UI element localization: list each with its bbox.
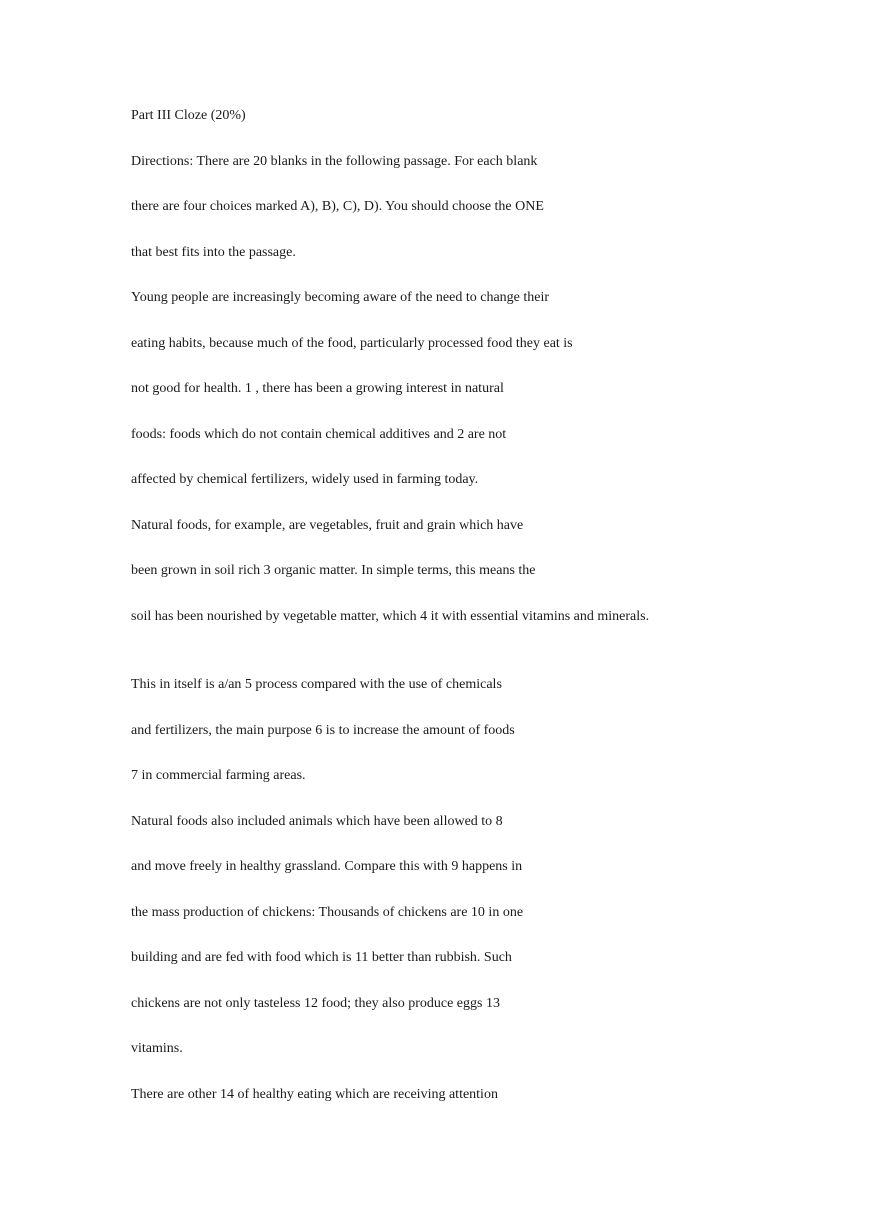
passage-line: 7 in commercial farming areas.: [131, 768, 306, 783]
passage-line: chickens are not only tasteless 12 food; they also produce eggs 13: [131, 996, 500, 1011]
section-heading: Part III Cloze (20%): [131, 108, 246, 123]
passage-line: building and are fed with food which is 11 better than rubbish. Such: [131, 950, 512, 965]
passage-line: Natural foods also included animals which have been allowed to 8: [131, 814, 503, 829]
directions-line: Directions: There are 20 blanks in the following passage. For each blank: [131, 154, 538, 169]
passage-line: foods: foods which do not contain chemical additives and 2 are not: [131, 427, 507, 442]
passage-line: Natural foods, for example, are vegetables, fruit and grain which have: [131, 518, 524, 533]
passage-line: and fertilizers, the main purpose 6 is to increase the amount of foods: [131, 723, 515, 738]
directions-line: there are four choices marked A), B), C), D). You should choose the ONE: [131, 199, 544, 214]
directions-line: that best fits into the passage.: [131, 245, 296, 260]
passage-line: and move freely in healthy grassland. Compare this with 9 happens in: [131, 859, 523, 874]
passage-line: soil has been nourished by vegetable matter, which 4 it with essential vitamins and minerals.: [131, 609, 650, 624]
passage-line: This in itself is a/an 5 process compared with the use of chemicals: [131, 677, 502, 692]
passage-line: affected by chemical fertilizers, widely used in farming today.: [131, 472, 479, 487]
passage-line: Young people are increasingly becoming aware of the need to change their: [131, 290, 550, 305]
passage-line: vitamins.: [131, 1041, 183, 1056]
passage-line: There are other 14 of healthy eating which are receiving attention: [131, 1087, 498, 1102]
passage-line: not good for health. 1 , there has been a growing interest in natural: [131, 381, 504, 396]
passage-line: the mass production of chickens: Thousands of chickens are 10 in one: [131, 905, 524, 920]
passage-line: been grown in soil rich 3 organic matter. In simple terms, this means the: [131, 563, 536, 578]
passage-line: eating habits, because much of the food, particularly processed food they eat is: [131, 336, 573, 351]
